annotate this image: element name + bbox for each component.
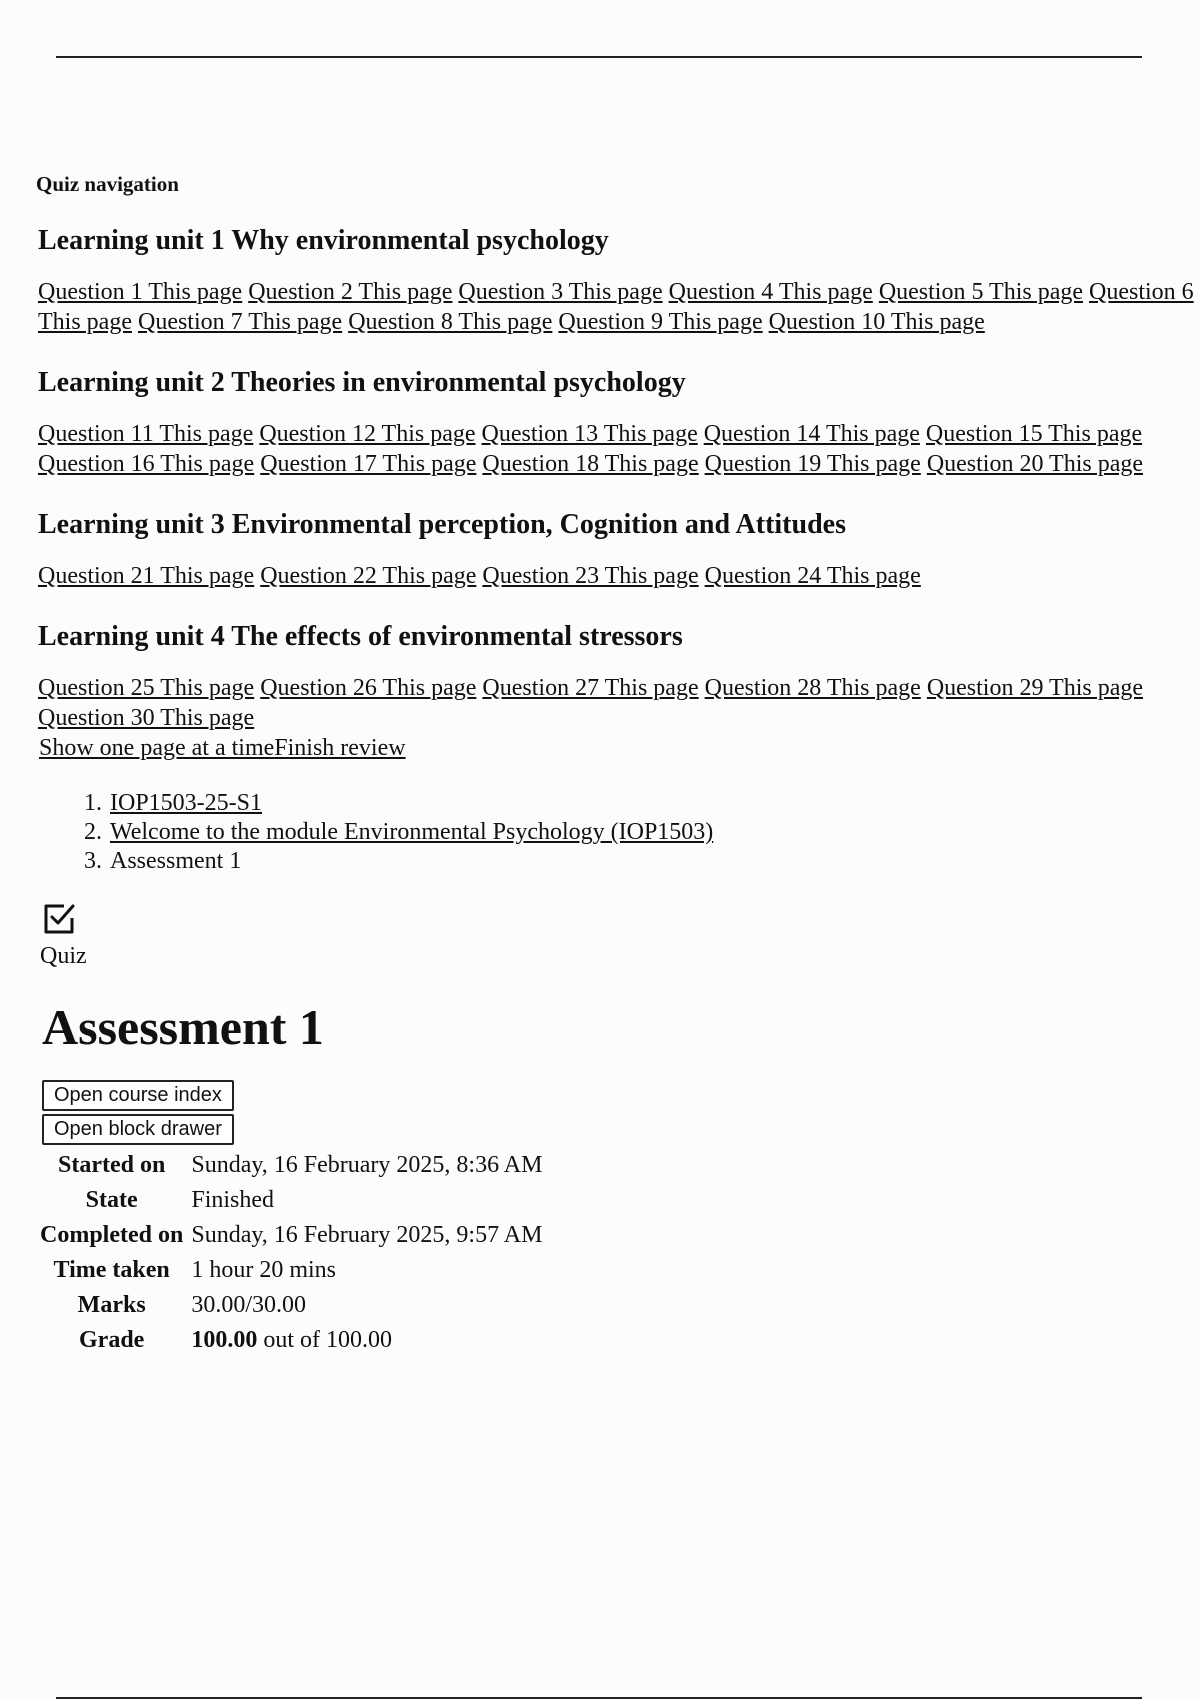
- breadcrumb-link-welcome[interactable]: Welcome to the module Environmental Psychology (IOP1503): [110, 819, 714, 845]
- question-link[interactable]: Question 24 This page: [704, 563, 921, 589]
- learning-unit-heading: Learning unit 2 Theories in environmental psychology: [38, 367, 686, 398]
- learning-unit-heading: Learning unit 3 Environmental perception, Cognition and Attitudes: [38, 509, 846, 540]
- question-link[interactable]: Question 3 This page: [458, 279, 663, 305]
- question-link[interactable]: Question 6 This page: [38, 279, 1194, 335]
- question-link[interactable]: Question 15 This page: [925, 421, 1143, 447]
- marks-value: 30.00/30.00: [191, 1292, 307, 1318]
- attempt-summary-table: [40, 1148, 542, 1358]
- question-link[interactable]: Question 18 This page: [482, 451, 699, 477]
- activity-type-label: Quiz: [40, 943, 87, 969]
- grade-out-of: out of 100.00: [257, 1327, 393, 1353]
- question-link[interactable]: Question 5 This page: [878, 279, 1084, 305]
- question-link[interactable]: Question 9 This page: [558, 309, 763, 335]
- learning-unit-heading: Learning unit 1 Why environmental psychology: [38, 225, 609, 256]
- question-links: [38, 561, 1200, 591]
- question-link[interactable]: Question 10 This page: [768, 309, 985, 335]
- question-link[interactable]: Question 29 This page: [926, 675, 1144, 701]
- question-link[interactable]: Question 20 This page: [926, 451, 1144, 477]
- open-block-drawer-button[interactable]: Open block drawer: [42, 1114, 234, 1145]
- completed-on-label: Completed on: [40, 1222, 184, 1248]
- time-taken-value: 1 hour 20 mins: [191, 1257, 337, 1283]
- question-link[interactable]: Question 4 This page: [668, 279, 873, 305]
- quiz-navigation-title: Quiz navigation: [36, 172, 179, 196]
- started-on-value: Sunday, 16 February 2025, 8:36 AM: [191, 1152, 543, 1178]
- show-one-page-link[interactable]: Show one page at a time: [39, 735, 275, 761]
- state-label: State: [85, 1187, 138, 1213]
- finish-review-link[interactable]: Finish review: [274, 735, 406, 761]
- summary-row-state: [40, 1183, 542, 1218]
- quiz-navigation-footer: [39, 733, 1200, 763]
- question-link[interactable]: Question 30 This page: [38, 705, 255, 731]
- breadcrumb: [36, 789, 1200, 876]
- completed-on-value: Sunday, 16 February 2025, 9:57 AM: [191, 1222, 543, 1248]
- question-link[interactable]: Question 12 This page: [259, 421, 476, 447]
- question-link[interactable]: Question 7 This page: [137, 309, 343, 335]
- question-links: [38, 419, 1200, 479]
- quiz-navigation-units: [36, 225, 1200, 733]
- marks-label: Marks: [77, 1292, 146, 1318]
- breadcrumb-item[interactable]: [108, 818, 1200, 847]
- question-link[interactable]: Question 11 This page: [38, 421, 254, 447]
- summary-row-started-on: [40, 1148, 542, 1183]
- question-links: [38, 673, 1200, 733]
- breadcrumb-item[interactable]: [108, 789, 1200, 818]
- summary-row-completed-on: [40, 1218, 542, 1253]
- grade-label: Grade: [79, 1327, 145, 1353]
- question-link[interactable]: Question 1 This page: [38, 279, 243, 305]
- summary-row-time-taken: [40, 1253, 542, 1288]
- question-link[interactable]: Question 28 This page: [704, 675, 921, 701]
- bottom-divider: [56, 1697, 1142, 1699]
- question-link[interactable]: Question 19 This page: [704, 451, 921, 477]
- question-link[interactable]: Question 27 This page: [482, 675, 699, 701]
- question-link[interactable]: Question 21 This page: [38, 563, 255, 589]
- top-divider: [56, 56, 1142, 58]
- learning-unit-heading: Learning unit 4 The effects of environmental stressors: [38, 621, 683, 652]
- question-link[interactable]: Question 17 This page: [260, 451, 477, 477]
- question-link[interactable]: Question 2 This page: [248, 279, 453, 305]
- question-link[interactable]: Question 14 This page: [703, 421, 920, 447]
- summary-row-grade: [40, 1323, 542, 1358]
- open-course-index-button[interactable]: Open course index: [42, 1080, 234, 1111]
- question-link[interactable]: Question 8 This page: [348, 309, 553, 335]
- question-link[interactable]: Question 16 This page: [38, 451, 255, 477]
- summary-row-marks: [40, 1288, 542, 1323]
- grade-score: 100.00: [191, 1327, 258, 1353]
- time-taken-label: Time taken: [53, 1257, 170, 1283]
- started-on-label: Started on: [58, 1152, 166, 1178]
- question-link[interactable]: Question 22 This page: [260, 563, 477, 589]
- question-link[interactable]: Question 23 This page: [482, 563, 699, 589]
- breadcrumb-item-current: 3. Assessment 1: [108, 847, 1200, 876]
- question-link[interactable]: Question 13 This page: [481, 421, 698, 447]
- page-title: Assessment 1: [42, 999, 324, 1055]
- question-link[interactable]: Question 26 This page: [260, 675, 477, 701]
- state-value: Finished: [191, 1187, 275, 1213]
- page-content: [36, 172, 1200, 1358]
- checkbox-icon: [42, 902, 76, 936]
- question-link[interactable]: Question 25 This page: [38, 675, 255, 701]
- grade-value: [187, 1323, 542, 1358]
- question-links: [38, 277, 1200, 337]
- breadcrumb-link-course[interactable]: IOP1503-25-S1: [110, 790, 263, 816]
